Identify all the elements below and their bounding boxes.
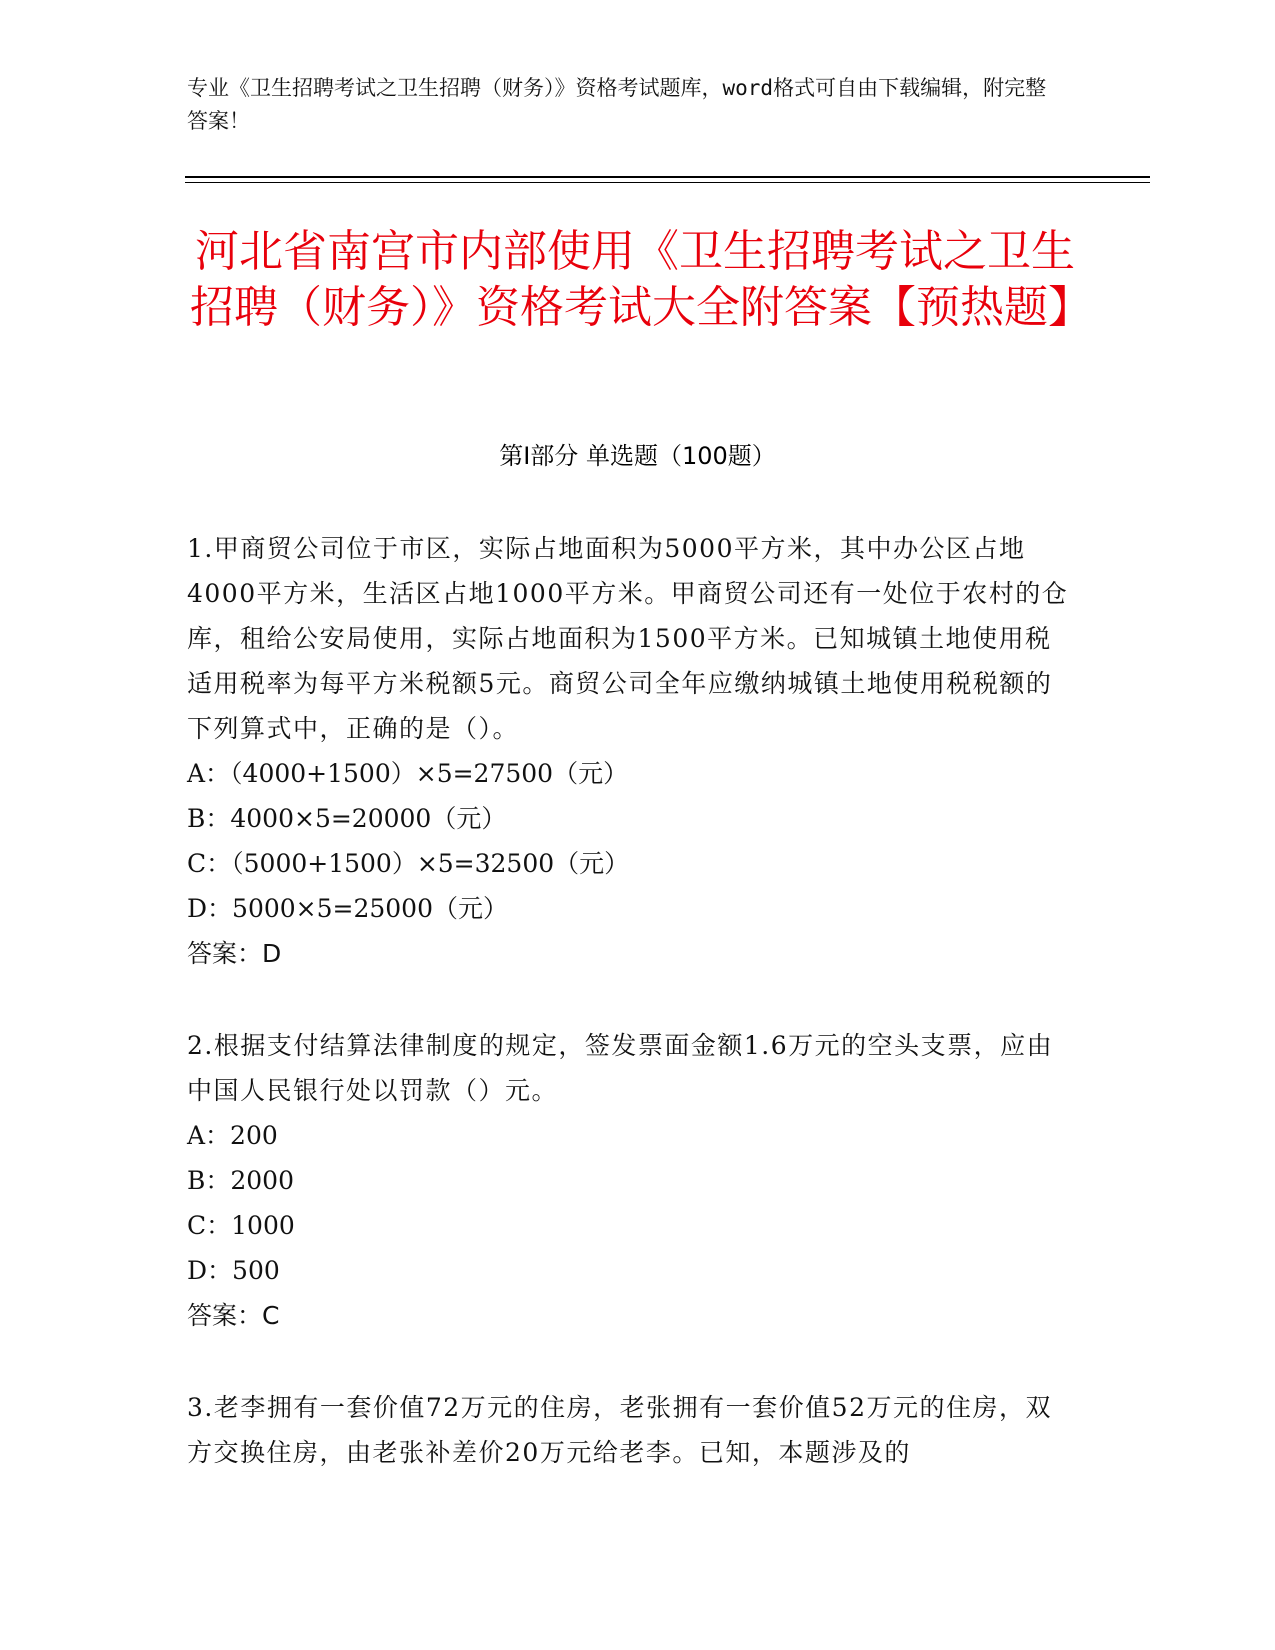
header-divider-thin	[185, 182, 1150, 183]
question-3	[187, 1385, 1077, 1475]
question-2	[187, 1023, 1077, 1338]
section-heading: 第I部分 单选题（100题）	[499, 442, 776, 470]
option-b: B：4000×5=20000（元）	[187, 804, 507, 833]
question-list	[187, 526, 1077, 1522]
document-title: 河北省南宫市内部使用《卫生招聘考试之卫生招聘（财务）》资格考试大全附答案【预热题】	[190, 226, 1092, 333]
header-divider-thick	[185, 176, 1150, 178]
option-b: B：2000	[187, 1166, 294, 1195]
option-d: D：5000×5=25000（元）	[187, 894, 508, 923]
question-1	[187, 526, 1077, 976]
question-stem: 2.根据支付结算法律制度的规定，签发票面金额1.6万元的空头支票，应由中国人民银行处以罚款（）元。	[187, 1031, 1054, 1105]
option-a: A：（4000+1500）×5=27500（元）	[187, 759, 629, 788]
question-stem: 1.甲商贸公司位于市区，实际占地面积为5000平方米，其中办公区占地4000平方米，生活区占地1000平方米。甲商贸公司还有一处位于农村的仓库，租给公安局使用，实际占地面积为1500平方米。已知城镇土地使用税适用税率为每平方米税额5元。商贸公司全年应缴纳城镇土地使用税税额的下列算式中，正确的是（）。	[187, 534, 1069, 743]
option-c: C：（5000+1500）×5=32500（元）	[187, 849, 630, 878]
answer-line: 答案：D	[187, 939, 282, 968]
question-stem: 3.老李拥有一套价值72万元的住房，老张拥有一套价值52万元的住房，双方交换住房，由老张补差价20万元给老李。已知，本题涉及的	[187, 1393, 1052, 1467]
option-d: D：500	[187, 1256, 280, 1285]
option-a: A：200	[187, 1121, 278, 1150]
header-note: 专业《卫生招聘考试之卫生招聘（财务）》资格考试题库，word格式可自由下载编辑，附完整答案！	[187, 76, 1047, 133]
answer-line: 答案：C	[187, 1301, 280, 1330]
option-c: C：1000	[187, 1211, 295, 1240]
